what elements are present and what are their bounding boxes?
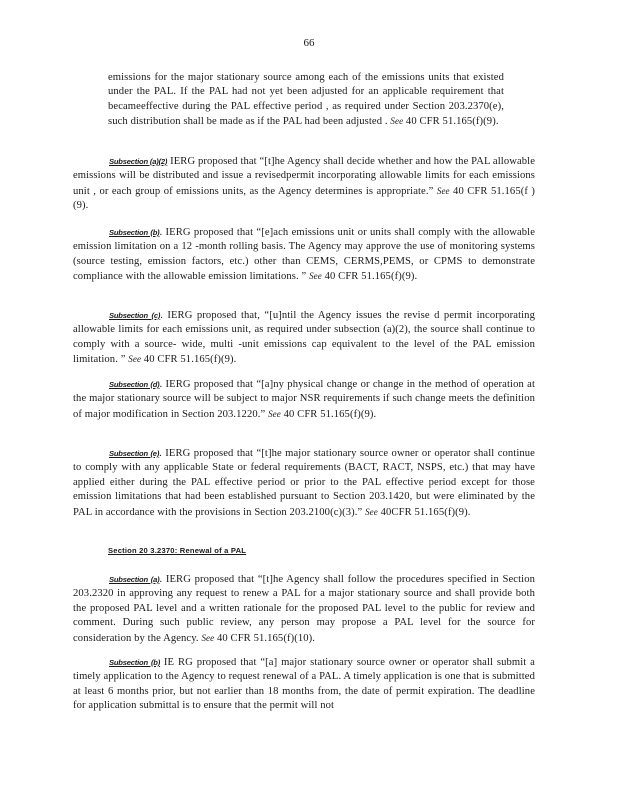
see-signal: See — [128, 354, 142, 365]
see-signal: See — [436, 185, 450, 196]
see-signal: See — [201, 632, 215, 643]
paragraph-subsection-d — [73, 378, 535, 422]
paragraph-body: IE RG proposed that “[a] major stationary source owner or operator shall submit a timely application to the Agency to request renewal of a PAL. A timely application is one that is submitted at least 6 months prior, but not earlier than 18 months from, the date of permit expiration. The deadline for application submittal is to ensure that the permit will not — [73, 657, 535, 712]
page-number: 66 — [303, 37, 315, 49]
see-signal: See — [309, 271, 322, 282]
citation: 40 CFR 51.165(f)(9). — [141, 354, 237, 366]
paragraph-subsection-c — [73, 309, 535, 368]
paragraph-renewal-subsection-a — [73, 573, 535, 646]
section-heading: Section 20 3.2370: Renewal of a PAL — [108, 546, 247, 555]
citation: 40 CFR 51.165(f)(10). — [214, 632, 316, 644]
subsection-label: Subsection (d) — [109, 380, 160, 389]
see-signal: See — [268, 408, 281, 419]
paragraph-body: . IERG proposed that “[t]he major stationary source owner or operator shall continue to comply with any applicable State or federal requirements (BACT, RACT, NSPS, etc.) that may have applied either during the PAL effective period or prior to the PAL effective period except for those emission limitations that had been established pursuant to Section 203.1420, but were eliminated by the PAL in accordance with the provisions in Section 203.2100(c)(3).” — [73, 448, 535, 518]
paragraph-subsection-a2 — [73, 155, 535, 214]
paragraph-subsection-e — [73, 447, 535, 520]
subsection-label: Subsection (a)(2) — [109, 157, 168, 166]
paragraph-body: IERG proposed that “[t]he Agency shall decide whether and how the PAL allowable emissions will be distributed and issue a revisedpermit incorporating allowable limits for each emissions unit , or each group of emissions units, as the Agency determines is appropriate.” — [73, 156, 536, 197]
paragraph-body: . IERG proposed that “[a]ny physical change or change in the method of operation at the major stationary source will be subject to major NSR requirements if such change meets the definition of major modification in Section 203.1220.” — [73, 379, 535, 420]
citation: 40 CFR 51.165(f )(9). — [73, 185, 536, 212]
paragraph-body: . IERG proposed that “[e]ach emissions unit or units shall comply with the allowable emission limitation on a 12 -month rolling basis. The Agency may approve the use of monitoring systems (source testing, emission factors, etc.) other than CEMS, CERMS,PEMS, or CPMS to demonstrate compliance with the allowable emission limitations. ” — [73, 227, 536, 283]
paragraph-subsection-b — [73, 226, 535, 285]
subsection-label: Subsection (b) — [109, 658, 161, 667]
intro-see: See — [390, 116, 404, 127]
intro-text: emissions for the major stationary source among each of the emissions units that existed under the PAL. If the PAL had not yet been adjusted for an applicable requirement that becameeffective during the PAL effective period , as required under Section 203.2370(e), such distribution shall be made as if the PAL had been adjusted . — [108, 72, 504, 128]
subsection-label: Subsection (c) — [109, 311, 161, 320]
citation: 40 CFR 51.165(f)(9). — [321, 271, 418, 283]
subsection-label: Subsection (b) — [109, 228, 160, 237]
paragraph-body: . IERG proposed that “[t]he Agency shall follow the procedures specified in Section 203.2320 in approving any request to renew a PAL for a major stationary source and shall provide both the proposed PAL level and a written rationale for the proposed PAL level to the public for review and comment. During such public review, any person may propose a PAL level for the source for consideration by the Agency. — [73, 574, 535, 644]
see-signal: See — [365, 506, 378, 517]
citation: 40CFR 51.165(f)(9). — [377, 506, 471, 518]
subsection-label: Subsection (e) — [109, 449, 160, 458]
paragraph-body: . IERG proposed that, “[u]ntil the Agency issues the revise d permit incorporating allowable limits for each emissions unit, as required under subsection (a)(2), the source shall continue to comply with a source- wide, multi -unit emissions cap equivalent to the level of the PAL emission limitation. ” — [73, 310, 535, 366]
subsection-label: Subsection (a) — [109, 575, 160, 584]
intro-paragraph — [108, 71, 504, 130]
paragraph-renewal-subsection-b — [73, 656, 535, 714]
intro-citation: 40 CFR 51.165(f)(9). — [403, 116, 499, 128]
citation: 40 CFR 51.165(f)(9). — [280, 408, 377, 420]
